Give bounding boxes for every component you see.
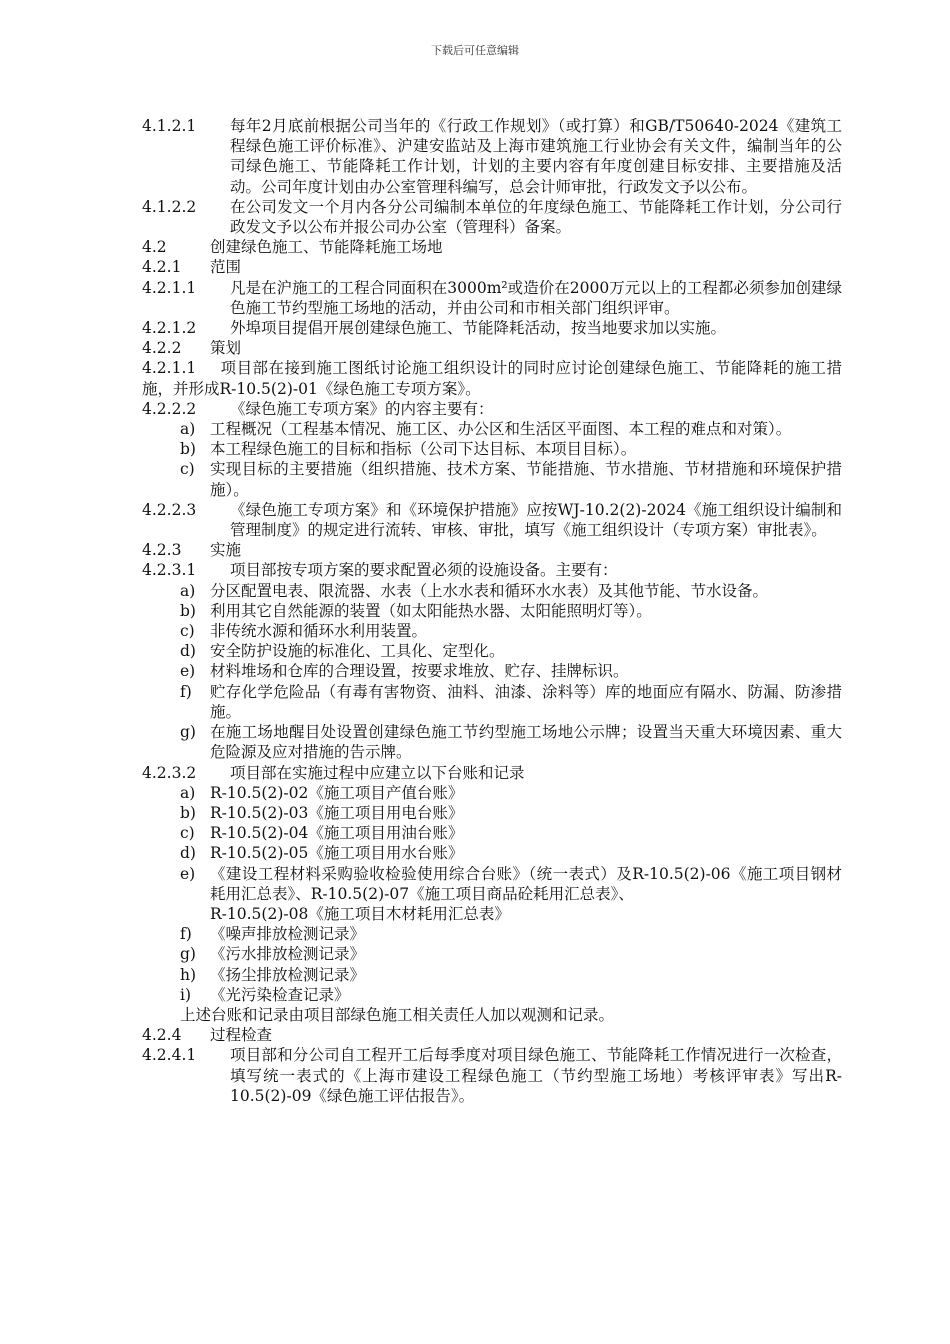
clause-number: 4.2.3.2 <box>142 763 197 782</box>
list-item-text: 材料堆场和仓库的合理设置，按要求堆放、贮存、挂牌标识。 <box>210 662 629 681</box>
section-number: 4.2.4 <box>142 1026 182 1045</box>
list-item-text: 贮存化学危险品（有毒有害物资、油料、油漆、涂料等）库的地面应有隔水、防漏、防渗措施。 <box>210 682 842 721</box>
list-item <box>142 864 842 904</box>
list-marker: c) <box>180 622 195 641</box>
list-marker: f) <box>180 682 192 701</box>
list-item-text: 安全防护设施的标准化、工具化、定型化。 <box>210 642 505 661</box>
section-number: 4.2 <box>142 238 167 257</box>
clause-number: 4.2.2.2 <box>142 399 197 418</box>
list-marker: a) <box>180 581 196 600</box>
clause <box>142 278 842 318</box>
section-heading <box>142 257 842 277</box>
clause-text: 凡是在沪施工的工程合同面积在3000m²或造价在2000万元以上的工程都必须参加创建绿色施工节约型施工场地的活动，并由公司和市相关部门组织评审。 <box>230 278 842 317</box>
list-item-text: 《噪声排放检测记录》 <box>210 925 366 944</box>
list-marker: b) <box>180 601 196 620</box>
list-item <box>142 661 842 681</box>
note-text: 上述台账和记录由项目部绿色施工相关责任人加以观测和记录。 <box>180 1005 615 1024</box>
list-item-text: 《污水排放检测记录》 <box>210 945 366 964</box>
list-item-text: 本工程绿色施工的目标和指标（公司下达目标、本项目目标）。 <box>210 440 637 459</box>
list-item-text: R-10.5(2)-05《施工项目用水台账》 <box>210 844 464 863</box>
clause-number: 4.2.3.1 <box>142 561 197 580</box>
section-heading <box>142 237 842 257</box>
clause-text: 《绿色施工专项方案》和《环境保护措施》应按WJ-10.2(2)-2024《施工组织设计编制和管理制度》的规定进行流转、审核、审批，填写《施工组织设计（专项方案）审批表》。 <box>230 500 842 540</box>
list-item-text: 在施工场地醒目处设置创建绿色施工节约型施工场地公示牌；设置当天重大环境因素、重大危险源及应对措施的告示牌。 <box>210 723 842 762</box>
clause-number: 4.1.2.2 <box>142 197 197 216</box>
section-title: 策划 <box>210 339 242 358</box>
list-marker: h) <box>180 965 197 984</box>
section-heading <box>142 540 842 560</box>
clause <box>142 763 842 783</box>
section-title: 创建绿色施工、节能降耗施工场地 <box>210 238 443 257</box>
list-marker: b) <box>180 440 196 459</box>
section-title: 范围 <box>210 258 242 277</box>
list-item-text: 《建设工程材料采购验收检验使用综合台账》（统一表式）及R-10.5(2)-06《施工项目钢材耗用汇总表》、R-10.5(2)-07《施工项目商品砼耗用汇总表》、 <box>210 864 842 903</box>
clause-text: 项目部在接到施工图纸讨论施工组织设计的同时应讨论创建绿色施工、节能降耗的施工措施，并形成R-10.5(2)-01《绿色施工专项方案》。 <box>142 359 842 398</box>
list-item-text: 利用其它自然能源的装置（如太阳能热水器、太阳能照明灯等）。 <box>210 601 652 620</box>
list-item <box>142 985 842 1005</box>
clause-number: 4.2.1.1 <box>142 278 197 297</box>
list-item <box>142 944 842 964</box>
clause <box>142 500 842 540</box>
list-item-text: 非传统水源和循环水利用装置。 <box>210 622 428 641</box>
list-marker: c) <box>180 824 195 843</box>
list-item <box>142 581 842 601</box>
list-item-text: R-10.5(2)-02《施工项目产值台账》 <box>210 783 464 802</box>
section-heading <box>142 1025 842 1045</box>
list-marker: f) <box>180 925 192 944</box>
clause-text: 每年2月底前根据公司当年的《行政工作规划》（或打算）和GB/T50640-2024《建筑工程绿色施工评价标准》、沪建安监站及上海市建筑施工行业协会有关文件，编制当年的公司绿色施工、节能降耗工作计划，计划的主要内容有年度创建目标安排、主要措施及活动。公司年度计划由办公室管理科编写，总会计师审批，行政发文予以公布。 <box>230 117 842 196</box>
list-item <box>142 924 842 944</box>
list-marker: e) <box>180 662 196 681</box>
list-item-text: 《光污染检查记录》 <box>210 985 350 1004</box>
list-marker: g) <box>180 945 196 964</box>
clause <box>142 560 842 580</box>
document-body <box>142 116 842 1106</box>
list-marker: b) <box>180 803 196 822</box>
list-item-text: 《扬尘排放检测记录》 <box>210 965 366 984</box>
list-item <box>142 783 842 803</box>
list-marker: a) <box>180 420 196 439</box>
page-header: 下载后可任意编辑 <box>431 44 519 57</box>
list-item <box>142 965 842 985</box>
list-marker: d) <box>180 844 196 863</box>
list-item <box>142 621 842 641</box>
clause-text: 在公司发文一个月内各分公司编制本单位的年度绿色施工、节能降耗工作计划，分公司行政发文予以公布并报公司办公室（管理科）备案。 <box>230 197 842 237</box>
clause-text: 项目部在实施过程中应建立以下台账和记录 <box>230 763 525 782</box>
clause <box>142 318 842 338</box>
clause-text: 项目部和分公司自工程开工后每季度对项目绿色施工、节能降耗工作情况进行一次检查，填写统一表式的《上海市建设工程绿色施工（节约型施工场地）考核评审表》写出R-10.5(2)-09《绿色施工评估报告》。 <box>230 1046 842 1105</box>
list-marker: a) <box>180 783 196 802</box>
clause-text: 《绿色施工专项方案》的内容主要有： <box>230 399 494 418</box>
list-item-text: R-10.5(2)-03《施工项目用电台账》 <box>210 803 464 822</box>
section-number: 4.2.1 <box>142 258 182 277</box>
clause <box>142 1045 842 1106</box>
list-item <box>142 823 842 843</box>
list-item <box>142 439 842 459</box>
list-item <box>142 419 842 439</box>
list-item <box>142 641 842 661</box>
clause-number: 4.2.1.2 <box>142 319 197 338</box>
list-item <box>142 601 842 621</box>
clause <box>142 399 842 419</box>
clause <box>142 116 842 197</box>
clause <box>142 358 842 398</box>
clause-text: 外埠项目提倡开展创建绿色施工、节能降耗活动，按当地要求加以实施。 <box>230 319 727 338</box>
list-marker: i) <box>180 985 192 1004</box>
section-heading <box>142 338 842 358</box>
section-number: 4.2.3 <box>142 541 182 560</box>
section-title: 过程检查 <box>210 1026 273 1045</box>
section-title: 实施 <box>210 541 242 560</box>
list-item-text: 工程概况（工程基本情况、施工区、办公区和生活区平面图、本工程的难点和对策）。 <box>210 420 792 439</box>
clause-number: 4.2.4.1 <box>142 1046 197 1065</box>
list-item-continuation <box>142 904 842 924</box>
section-number: 4.2.2 <box>142 339 182 358</box>
list-item <box>142 459 842 499</box>
list-item-text: 分区配置电表、限流器、水表（上水水表和循环水水表）及其他节能、节水设备。 <box>210 581 769 600</box>
clause-number: 4.1.2.1 <box>142 117 197 135</box>
list-marker: e) <box>180 864 196 883</box>
list-marker: d) <box>180 642 196 661</box>
clause <box>142 197 842 237</box>
list-marker: g) <box>180 723 196 742</box>
clause-number: 4.2.2.3 <box>142 500 197 519</box>
list-item-text: R-10.5(2)-04《施工项目用油台账》 <box>210 824 464 843</box>
list-item-text: 实现目标的主要措施（组织措施、技术方案、节能措施、节水措施、节材措施和环境保护措施）。 <box>210 460 842 499</box>
clause-text: 项目部按专项方案的要求配置必须的设施设备。主要有： <box>230 561 618 580</box>
list-item <box>142 803 842 823</box>
list-item-text: R-10.5(2)-08《施工项目木材耗用汇总表》 <box>210 904 510 923</box>
clause-number: 4.2.1.1 <box>142 359 197 378</box>
list-item <box>142 722 842 762</box>
note <box>142 1005 842 1025</box>
list-item <box>142 843 842 863</box>
list-item <box>142 682 842 722</box>
list-marker: c) <box>180 460 195 479</box>
